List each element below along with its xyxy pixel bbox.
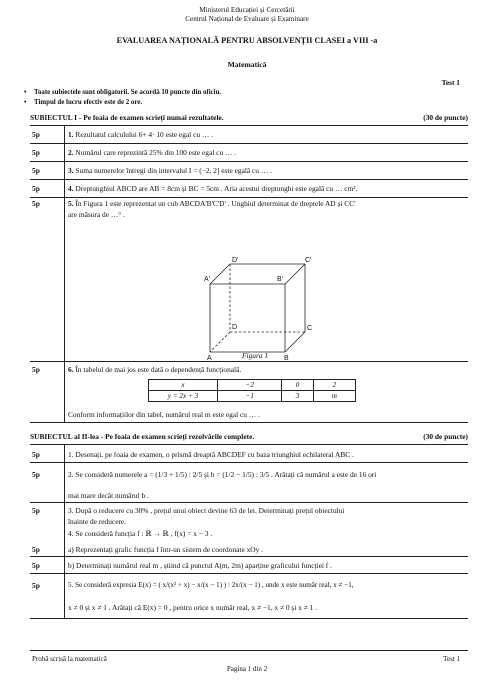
question-5-cont: are măsura de …° . [68,210,125,219]
vertex-label: C [307,325,313,332]
s2-question-3: 3. După o reducere cu 30% , prețul unui obiect devine 63 de lei. Determinați prețul obiectului [68,506,345,515]
divider [30,179,468,180]
subject-title: Matematică [227,60,267,69]
figure-caption: Figura 1 [242,351,269,360]
points-badge: 5p [32,148,40,157]
question-5 [68,199,355,209]
s2-question-5: 5. Se consideră expresia E(x) = ( x/(x² + x) − x/(x − 1) ) : 2x/(x − 1) , unde x este număr real, x ≠ −1, [68,581,354,589]
question-6 [68,365,241,375]
s2-question-2: 2. Se consideră numerele a = (1/3 + 1/5) : 2/5 și b = (1/2 − 1/5) : 3/5 . Arătați că numărul a este de 16 ori [68,470,377,479]
question-2 [68,148,236,158]
divider [30,361,468,362]
question-number: 6. [68,365,74,374]
question-number: 4. [68,184,74,193]
question-text: Dreptunghiul ABCD are AB = 8cm și BC = 5cm . Aria acestui dreptunghi este egală cu … cm². [75,184,358,193]
exam-title: EVALUAREA NAȚIONALĂ PENTRU ABSOLVENȚII CLASEI a VIII -a [116,36,378,45]
points-badge: 5p [32,365,40,374]
table-cell: −2 [218,380,282,391]
vertex-label: C' [305,257,312,264]
divider [30,161,468,162]
points-column-rule [64,125,65,422]
points-badge: 5p [32,470,40,479]
footer-right: Test 1 [443,655,460,663]
s2-question-1: 1. Desenați, pe foaia de examen, o prismă dreaptă ABCDEF cu baza triunghiul echilateral ABC . [68,450,354,459]
question-3 [68,166,272,176]
section2-heading: SUBIECTUL al II-lea - Pe foaia de examen scrieți rezolvările complete. [30,432,255,441]
s2-question-4: 4. Se consideră funcția f : ℝ → ℝ , f(x) = x − 3 . [68,529,213,538]
section1-points: (30 de puncte) [423,113,468,122]
question-text: În tabelul de mai jos este dată o dependență funcțională. [75,365,242,374]
divider [30,422,468,423]
divider [30,444,468,445]
divider [30,573,468,574]
vertex-label: A [207,355,212,362]
cube-edge [210,264,230,284]
table-row [149,380,356,391]
question-number: 3. [68,166,74,175]
vertex-label: A' [204,276,211,283]
divider [30,125,468,126]
question-text: Rezultatul calculului 6+ 4· 10 este egal cu … . [75,130,213,139]
s2-question-4a: a) Reprezentați grafic funcția f într-un sistem de coordonate xOy . [68,545,264,554]
cube-hidden-edge [210,332,230,352]
divider [30,618,468,619]
rule-1: • Toate subiectele sunt obligatorii. Se acordă 10 puncte din oficiu. [34,89,221,96]
question-text: Numărul care reprezintă 25% din 100 este egal cu … . [75,148,237,157]
points-badge: 5p [32,184,40,193]
s2-question-3-cont: înainte de reducere. [68,517,127,526]
points-badge: 5p [32,581,40,590]
question-4 [68,184,357,194]
vertex-label: D' [232,257,239,264]
rule-2: • Timpul de lucru efectiv este de 2 ore. [34,99,142,106]
points-column-rule [64,444,65,618]
points-badge: 5p [32,506,40,515]
cube-edge [285,332,305,352]
section2-points: (30 de puncte) [423,432,468,441]
divider [30,462,468,463]
footer-rule [30,650,468,651]
question-text: În Figura 1 este reprezentat un cub ABCDA'B'C'D' . Unghiul determinat de dreptele AD și CC' [75,199,356,208]
vertex-label: B [284,355,289,362]
table-cell: 2 [313,380,355,391]
divider [30,143,468,144]
question-number: 5. [68,199,74,208]
points-badge: 5p [32,561,40,570]
cube-edge [285,264,305,284]
points-badge: 5p [32,199,40,208]
table-cell: −1 [218,391,282,402]
s2-question-4b: b) Determinați numărul real m , știind că punctul A(m, 2m) aparține graficului funcției f . [68,561,332,570]
section1-heading: SUBIECTUL I - Pe foaia de examen scrieți numai rezultatele. [30,113,224,122]
question-text: Suma numerelor întregi din intervalul I = (−2, 2] este egală cu … . [75,166,272,175]
ministry-line: Ministerul Educației și Cercetării [199,6,295,14]
table-cell: x [149,380,218,391]
page-number: Pagina 1 din 2 [226,665,268,673]
points-badge: 5p [32,130,40,139]
section2-title [30,432,468,441]
question-6-end: Conform informațiilor din tabel, numărul real m este egal cu … . [68,410,260,419]
s2-question-2-cont: mai mare decât numărul b . [68,491,149,500]
table-cell: 0 [282,380,313,391]
points-badge: 5p [32,450,40,459]
vertex-label: D [232,324,238,331]
vertex-label: B' [277,276,284,283]
table-cell: m [313,391,355,402]
divider [30,197,468,198]
divider [30,556,468,557]
question-1 [68,130,213,140]
footer-left: Probă scrisă la matematică [32,655,107,663]
table-cell: y = 2x + 3 [149,391,218,402]
center-line: Centrul Național de Evaluare și Examinare [185,15,309,23]
question-number: 1. [68,130,74,139]
table-row [149,391,356,402]
table-cell: 3 [282,391,313,402]
s2-question-5-cont: x ≠ 0 și x ≠ 1 . Arătați că E(x) = 0 , pentru orice x număr real, x ≠ −1, x ≠ 0 și x ≠ 1 . [68,603,318,612]
divider [30,502,468,503]
test-label: Test 1 [441,78,460,87]
function-table [148,379,356,402]
question-number: 2. [68,148,74,157]
section1-title [30,113,468,122]
cube-figure [195,252,325,362]
points-badge: 5p [32,166,40,175]
points-badge: 5p [32,545,40,554]
